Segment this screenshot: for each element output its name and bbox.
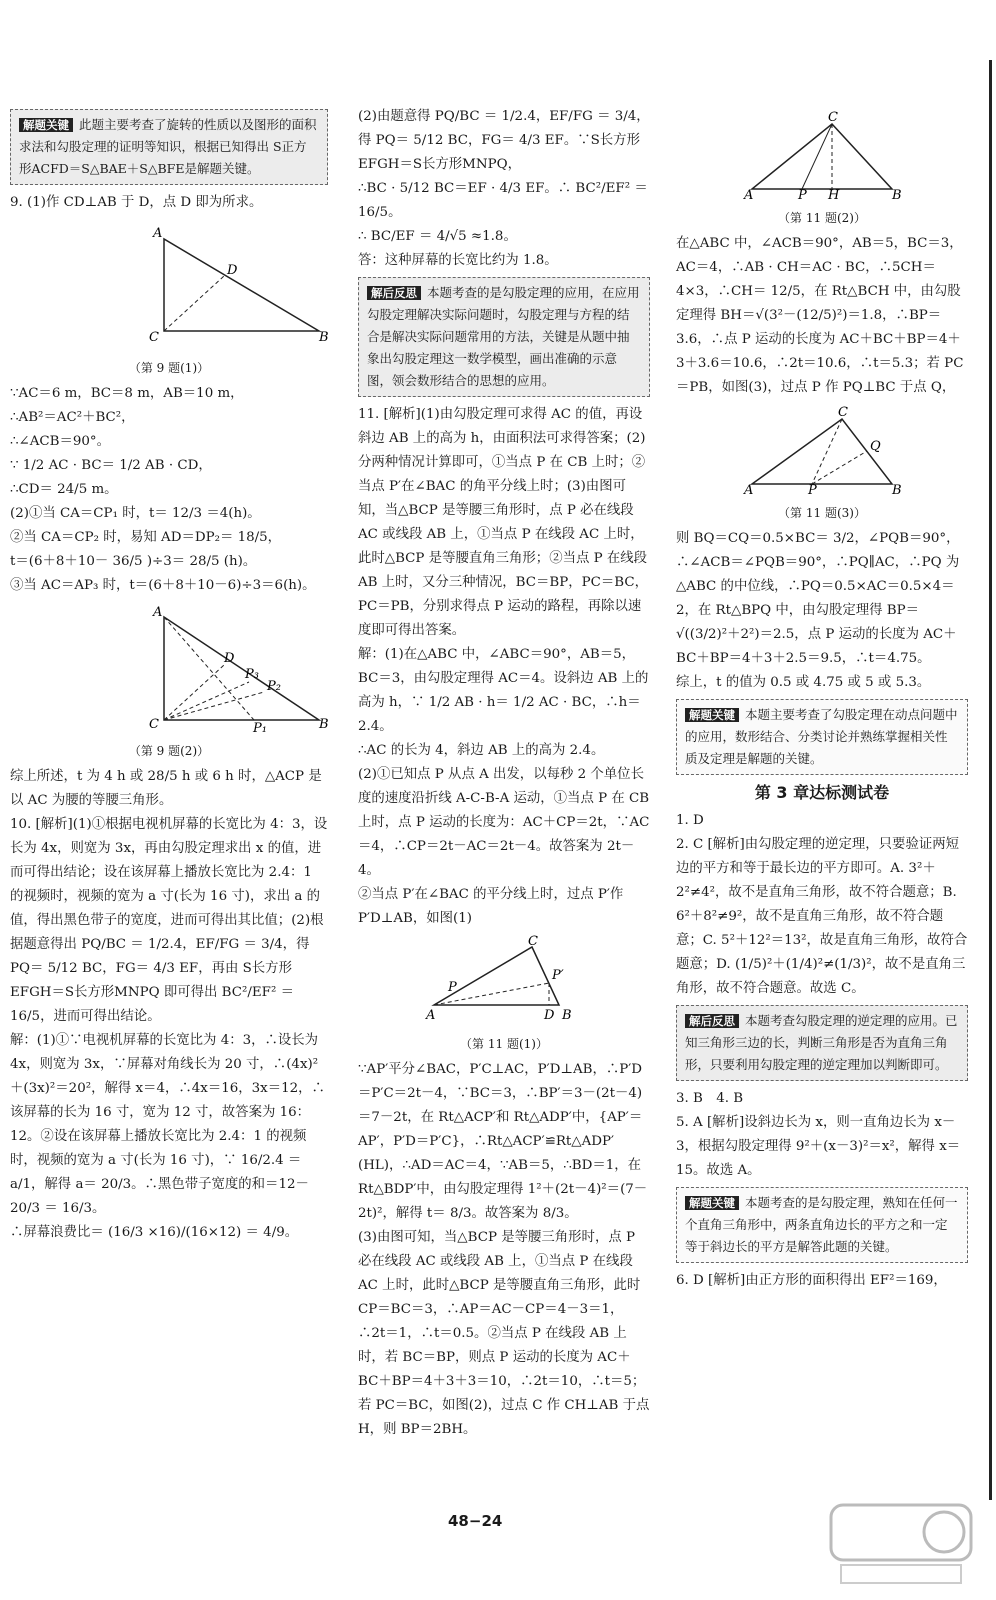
q9-line: ∵AC＝6 m，BC＝8 m，AB＝10 m， [10,386,244,401]
reflection-tag: 解后反思 [367,286,421,300]
svg-text:H: H [828,188,840,203]
svg-text:P₃: P₃ [245,667,259,682]
q11-cont: 则 BQ＝CQ＝0.5×BC＝ 3/2，∠PQB＝90°，∴∠ACB＝∠PQB＝90°，∴PQ∥AC，∴PQ 为△ABC 的中位线，∴PQ＝0.5×AC＝0.5×4＝2，在 Rt△BPQ 中，由勾股定理得 BP＝√((3/2)²＋2²)＝2.5，点 P 运动的长度为 AC＋BC＋BP＝4＋3＋2.5＝9.5，∴t＝4.75。 [676,531,960,666]
answer-line: 2. C [解析]由勾股定理的逆定理，只要验证两短边的平方和等于最长边的平方即可。A. 3²＋2²≠4²，故不是直角三角形，故不符合题意；B. 6²＋8²≠9²，故不是直角三角形，故不符合题意；C. 5²＋12²＝13²，故是直角三角形，故符合题意；D. (1/5)²＋(1/4)²≠(1/3)²，故不是直角三角形，故不符合题意。故选 C。 [676,837,968,996]
key-point-text: 此题主要考查了旋转的性质以及图形的面积求法和勾股定理的证明等知识，根据已知得出 S正方形ACFD＝S△BAE＋S△BFE是解题关键。 [19,117,317,176]
q9-line: (2)①当 CA＝CP₁ 时，t＝ 12/3 ＝4(h)。 [10,506,261,521]
reflection-box [358,277,650,397]
answer-line: 1. D [676,813,704,828]
column-2 [358,105,650,1442]
svg-text:A: A [153,605,163,620]
q9-conclusion: 综上所述，t 为 4 h 或 28/5 h 或 6 h 时，△ACP 是以 AC 为腰的等腰三角形。 [10,769,322,808]
key-point-tag: 解题关键 [685,1196,739,1210]
key-point-tag: 解题关键 [19,118,73,132]
svg-text:B: B [892,188,902,203]
svg-text:P: P [448,980,457,995]
key-point-tag: 解题关键 [685,708,739,722]
q10-line: 解：(1)①∵电视机屏幕的长宽比为 4：3，∴设长为 4x，则宽为 3x，∵屏幕对角线长为 20 寸，∴(4x)²＋(3x)²＝20²，解得 x＝4，∴4x＝16，3x＝12，∴该屏幕的长为 16 寸，宽为 12 寸，故答案为 16：12。②设在该屏幕上播放长宽比为 2.4：1 的视频时，视频的宽为 a 寸(长为 16 寸)，∵ 16/2.4 ＝ a/1，解得 a＝ 20/3。∴黑色带子宽度的和＝12－ 20/3 ＝ 16/3。 [10,1033,325,1216]
figure-11-1-caption: （第 11 题(1)） [460,1037,548,1051]
svg-text:D: D [544,1008,555,1023]
q9-part1: 9. (1)作 CD⊥AB 于 D，点 D 即为所求。 [10,195,263,210]
figure-11-1 [358,935,650,1054]
svg-text:B: B [562,1008,572,1023]
figure-11-2-caption: （第 11 题(2)） [778,211,866,225]
svg-text:A: A [744,483,754,498]
q11-line: 11. [解析](1)由勾股定理可求得 AC 的值，再设斜边 AB 上的高为 h，由面积法可求得答案；(2)分两种情况计算即可，①当点 P 在 CB 上时；②当点 P′在∠BAC 的角平分线上时；(3)由图可知，当△BCP 是等腰三角形时，点 P 必在线段 AC 或线段 AB 上，①当点 P 在线段 AC 上时，此时△BCP 是等腰直角三角形；②当点 P 在线段 AB 上时，又分三种情况，BC＝BP，PC＝BC，PC＝PB，分别求得点 P 运动的路程，再除以速度即可得出答案。 [358,407,649,638]
page-edge-line [989,60,992,1500]
q10-cont-line: (2)由题意得 PQ/BC ＝ 1/2.4，EF/FG ＝ 3/4，得 PQ＝ 5/12 BC，FG＝ 4/3 EF。∵S长方形EFGH＝S长方形MNPQ， [358,109,650,172]
svg-text:D: D [227,263,238,278]
svg-text:P₁: P₁ [253,721,267,736]
svg-text:B: B [319,717,329,732]
triangle-diagram [742,404,902,498]
q11-cont: 在△ABC 中，∠ACB＝90°，AB＝5，BC＝3，AC＝4，∴AB · CH＝AC · BC，∴5CH＝4×3，∴CH＝ 12/5，在 Rt△BCH 中，由勾股定理得 BH＝√(3²－(12/5)²)＝1.8，∴BP＝3.6，∴点 P 运动的长度为 AC＋BC＋BP＝4＋3＋3.6＝10.6，∴2t＝10.6，∴t＝5.3；若 PC＝PB，如图(3)，过点 P 作 PQ⊥BC 于点 Q， [676,236,964,395]
key-point-box [676,1187,968,1263]
q10-cont-line: ∴ BC/EF ＝ 4/√5 ≈1.8。 [358,229,517,244]
figure-11-2 [676,109,968,228]
watermark-logo [826,1500,976,1590]
svg-text:P′: P′ [552,968,564,983]
figure-9-2-caption: （第 9 题(2)） [128,744,210,758]
svg-text:P: P [808,483,817,498]
q11-summary: 综上，t 的值为 0.5 或 4.75 或 5 或 5.3。 [676,675,931,690]
q11-line: ∴AC 的长为 4，斜边 AB 上的高为 2.4。 [358,743,605,758]
svg-text:C: C [149,717,159,732]
q9-line: t＝(6＋8＋10－ 36/5 )÷3＝ 28/5 (h)。 [10,554,257,569]
svg-text:D: D [224,651,235,666]
svg-text:A: A [426,1008,436,1023]
svg-text:P: P [798,188,807,203]
q11-line: ②当点 P′在∠BAC 的平分线上时，过点 P′作 P′D⊥AB，如图(1) [358,887,624,926]
column-3 [676,105,968,1293]
figure-9-1 [10,219,328,378]
q9-line: ∴CD＝ 24/5 m。 [10,482,118,497]
q10-cont-line: ∴BC · 5/12 BC＝EF · 4/3 EF。∴ BC²/EF² ＝ 16/5。 [358,181,648,220]
q9-line: ∴AB²＝AC²＋BC²， [10,410,135,425]
q11-line: (3)由图可知，当△BCP 是等腰三角形时，点 P 必在线段 AC 或线段 AB 上，①当点 P 在线段 AC 上时，此时△BCP 是等腰直角三角形，此时 CP＝BC＝3，∴AP＝AC－CP＝4－3＝1，∴2t＝1，∴t＝0.5。②当点 P 在线段 AB 上时，若 BC＝BP，则点 P 运动的长度为 AC＋BC＋BP＝4＋3＋3＝10，∴2t＝10，∴t＝5；若 PC＝BC，如图(2)，过点 C 作 CH⊥AB 于点 H，则 BP＝2BH。 [358,1230,650,1437]
column-1 [10,105,328,1245]
svg-text:C: C [528,934,538,949]
figure-9-1-caption: （第 9 题(1)） [128,361,210,375]
key-point-box [676,699,968,775]
answer-line: 3. B 4. B [676,1091,744,1106]
svg-text:C: C [828,110,838,125]
triangle-diagram [742,109,902,203]
q11-line: ∵AP′平分∠BAC，P′C⊥AC，P′D⊥AB，∴P′D＝P′C＝2t－4，∵BC＝3，∴BP′＝3－(2t－4)＝7－2t，在 Rt△ACP′和 Rt△ADP′中，{AP′＝AP′，P′D＝P′C}，∴Rt△ACP′≌Rt△ADP′(HL)，∴AD＝AC＝4，∵AB＝5，∴BD＝1，在 Rt△BDP′中，由勾股定理得 1²＋(2t－4)²＝(7－2t)²，解得 t＝ 8/3。故答案为 8/3。 [358,1062,648,1221]
triangle-diagram [69,219,329,349]
q9-line: ∴∠ACB＝90°。 [10,434,111,449]
q10-line: ∴屏幕浪费比＝ (16/3 ×16)/(16×12) ＝ 4/9。 [10,1225,299,1240]
q9-line: ∵ 1/2 AC · BC＝ 1/2 AB · CD， [10,458,212,473]
q10-cont-line: 答：这种屏幕的长宽比约为 1.8。 [358,253,558,268]
reflection-tag: 解后反思 [685,1014,739,1028]
svg-text:A: A [744,188,754,203]
section-title: 第 3 章达标测试卷 [754,783,890,802]
key-point-text: 本题考查的是勾股定理，熟知在任何一个直角三角形中，两条直角边长的平方之和一定等于斜边长的平方是解答此题的关键。 [685,1195,958,1254]
figure-9-2 [10,602,328,761]
q11-line: 解：(1)在△ABC 中，∠ABC＝90°，AB＝5，BC＝3，由勾股定理得 AC＝4。设斜边 AB 上的高为 h，∵ 1/2 AB · h＝ 1/2 AC · BC，∴h＝2.4。 [358,647,649,734]
triangle-diagram [424,935,584,1025]
figure-11-3 [676,404,968,523]
q9-line: ②当 CA＝CP₂ 时，易知 AD＝DP₂＝ 18/5， [10,530,282,545]
svg-text:C: C [149,330,159,345]
key-point-box [10,109,328,185]
q10-line: 10. [解析](1)①根据电视机屏幕的长宽比为 4：3，设长为 4x，则宽为 3x，再由勾股定理求出 x 的值，进而可得出结论；设在该屏幕上播放长宽比为 2.4：1 的视频时，视频的宽为 a 寸(长为 16 寸)，求出 a 的值，得出黑色带子的宽度，进而可得出其比值；(2)根据题意得出 PQ/BC ＝ 1/2.4，EF/FG ＝ 3/4，得 PQ＝ 5/12 BC，FG＝ 4/3 EF，再由 S长方形EFGH＝S长方形MNPQ 即可得出 BC²/EF² ＝ 16/5，进而可得出结论。 [10,817,328,1024]
figure-11-3-caption: （第 11 题(3)） [778,506,866,520]
answer-line: 5. A [解析]设斜边长为 x，则一直角边长为 x－3，根据勾股定理得 9²＋(x－3)²＝x²，解得 x＝15。故选 A。 [676,1115,961,1178]
svg-text:P₂: P₂ [267,679,281,694]
q9-line: ③当 AC＝AP₃ 时，t＝(6＋8＋10－6)÷3＝6(h)。 [10,578,316,593]
q11-line: (2)①已知点 P 从点 A 出发，以每秒 2 个单位长度的速度沿折线 A-C-B-A 运动，①当点 P 在 CB 上时，点 P 运动的长度为：AC＋CP＝2t，∵AC＝4，∴CP＝2t－AC＝2t－4。故答案为 2t－4。 [358,767,650,878]
reflection-text: 本题考查的是勾股定理的应用，在应用勾股定理解决实际问题时，勾股定理与方程的结合是解决实际问题常用的方法，关键是从题中抽象出勾股定理这一数学模型，画出准确的示意图，领会数形结合的思想的应用。 [367,285,640,388]
svg-text:B: B [319,330,329,345]
reflection-text: 本题考查勾股定理的逆定理的应用。已知三角形三边的长，判断三角形是否为直角三角形，只要利用勾股定理的逆定理加以判断即可。 [685,1013,958,1072]
page-number: 48−24 [448,1512,503,1530]
answer-line: 6. D [解析]由正方形的面积得出 EF²＝169， [676,1273,947,1288]
triangle-diagram [69,602,329,736]
svg-text:Q: Q [870,439,881,454]
svg-text:B: B [892,483,902,498]
reflection-box [676,1005,968,1081]
key-point-text: 本题主要考查了勾股定理在动点问题中的应用，数形结合、分类讨论并熟练掌握相关性质及定理是解题的关键。 [685,707,958,766]
svg-text:A: A [153,226,163,241]
svg-text:C: C [838,405,848,420]
